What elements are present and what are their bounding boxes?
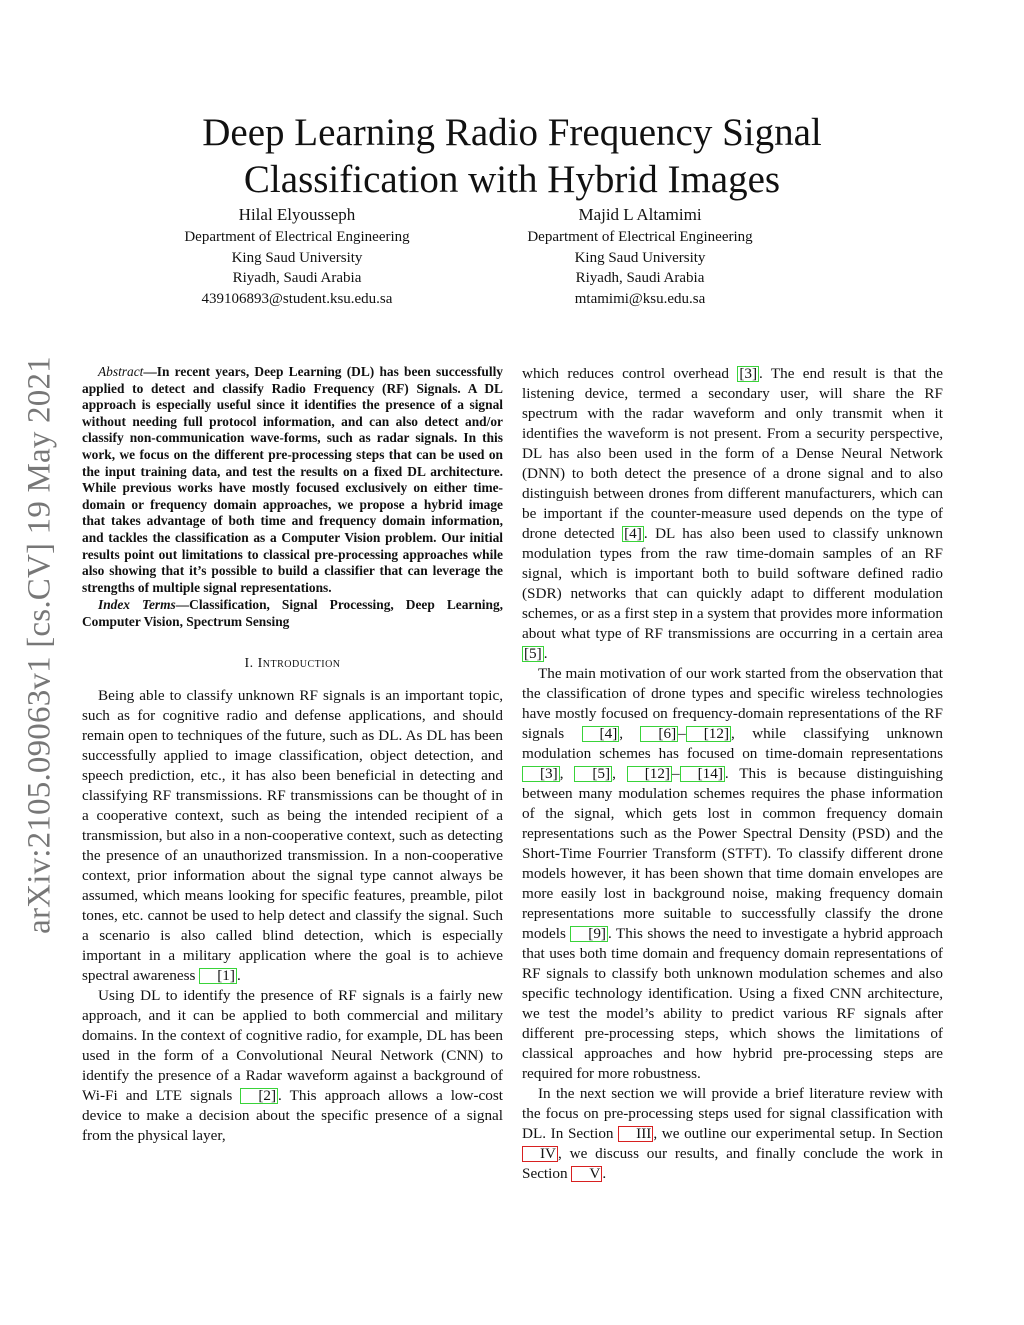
intro-paragraph-4: In the next section we will provide a brief literature review with the focus on pre-processing steps used for signal classification with DL. In Section III , we outline our experimental setup. In Section IV , we discuss our results, and finally conclude the work in Section V . <box>522 1085 943 1182</box>
intro-paragraph-2-continued: which reduces control overhead [3] . The end result is that the listening device, termed a secondary user, will share the RF spectrum with the radar waveform and only transmit when it identifies the waveform is not present. From a security perspective, DL has also been used in the form of a Dense Neural Network (DNN) to both detect the presence of a drone signal and to also distinguish between drones from different manufacturers, which can be important if the counter-measure used depends on the type of drone detected [4] . DL has also been used to classify unknown modulation types from the raw time-domain samples of an RF signal, which is important both to build software defined radio (SDR) networks that can quickly adapt to different modulation schemes, or as a first step in a system that provides more information about what type of RF transmissions are occurring in a certain area [5] . <box>522 365 943 662</box>
author-email[interactable]: mtamimi@ksu.edu.sa <box>574 290 706 307</box>
abstract-text: —In recent years, Deep Learning (DL) has been successfully applied to detect and classify Radio Frequency (RF) Signals. A DL approach is especially useful since it identifies the presence of a signal without needing full protocol information, and can also detect and/or classify non-communication wave-forms, such as radar signals. In this work, we focus on the different pre-processing steps that can be used on the input training data, and test the results on a fixed DL architecture. While previous works have mostly focused exclusively on either time-domain or frequency domain approaches, we propose a hybrid image that takes advantage of both time and frequency domain information, and tackles the classification as a Computer Vision problem. Our initial results point out limitations to classical pre-processing approaches while also showing that it’s possible to build a classifier that can leverage the strengths of multiple signal representations. <box>82 364 503 595</box>
index-terms-label: Index Terms <box>98 597 176 613</box>
citation-link[interactable]: [14] <box>680 766 725 782</box>
section-link[interactable]: IV <box>522 1146 558 1162</box>
left-column <box>82 364 503 1146</box>
intro-paragraph-3: The main motivation of our work started from the observation that the classification of drone types and specific wireless technologies have mostly focused on frequency-domain representations of the RF signals [4] , [6] – [12] , while classifying unknown modulation schemes has focused on time-domain representations [3] , [5] , [12] – [14] . This is because distinguishing between many modulation schemes requires the phase information of the signal, which gets lost in common frequency domain representations such as the Power Spectral Density (PSD) and the Short-Time Fourrier Transform (STFT). To classify different drone models however, it has been shown that time domain envelopes are more easily lost in background noise, making frequency domain representations more suitable to successfully classify the drone models [9] . This shows the need to investigate a hybrid approach that uses both time domain and frequency domain representations of RF signals to classify both unknown modulation schemes and also specific technology identification. Using a fixed CNN architecture, we test the model’s ability to predict various RF signals after different pre-processing steps, which shows the limitations of classical approaches and how hybrid pre-processing steps are required for more robustness. <box>522 665 943 1082</box>
author-location: Riyadh, Saudi Arabia <box>575 270 705 286</box>
author-block-2 <box>480 203 800 309</box>
title-line-1: Deep Learning Radio Frequency Signal <box>202 111 822 155</box>
citation-link[interactable]: [9] <box>570 926 608 942</box>
author-email[interactable]: 439106893@student.ksu.edu.sa <box>201 290 393 307</box>
citation-link[interactable]: [2] <box>240 1088 278 1104</box>
citation-link[interactable]: [4] <box>582 726 620 742</box>
author-block-1 <box>137 203 457 309</box>
citation-link[interactable]: [12] <box>627 766 672 782</box>
citation-link[interactable]: [1] <box>199 968 237 984</box>
author-name: Hilal Elyousseph <box>238 205 356 224</box>
arxiv-identifier[interactable]: arXiv:2105.09063v1 [cs.CV] 19 May 2021 <box>21 356 58 934</box>
author-university: King Saud University <box>574 249 706 266</box>
intro-paragraph-2: Using DL to identify the presence of RF signals is a fairly new approach, and it can be applied to both commercial and military domains. In the context of cognitive radio, for example, DL has been used in the form of a Convolutional Neural Network (CNN) to identify the presence of a Radar waveform against a background of Wi-Fi and LTE signals [2] . This approach allows a low-cost device to make a decision about the specific presence of a signal from the physical layer, <box>82 986 504 1144</box>
abstract <box>82 364 503 596</box>
right-column <box>522 364 943 1184</box>
citation-link[interactable]: [4] <box>624 525 642 542</box>
author-university: King Saud University <box>231 249 363 266</box>
index-terms-text: —Classification, Signal Processing, Deep Learning, Computer Vision, Spectrum Sensing <box>82 597 503 629</box>
abstract-label: Abstract <box>98 364 144 379</box>
section-link[interactable]: III <box>618 1126 653 1142</box>
citation-link[interactable]: [12] <box>686 726 731 742</box>
citation-link[interactable]: [6] <box>640 726 678 742</box>
citation-link[interactable]: [5] <box>574 766 612 782</box>
paper-title <box>120 109 904 203</box>
author-department: Department of Electrical Engineering <box>184 229 410 245</box>
section-link[interactable]: V <box>571 1166 602 1182</box>
citation-link[interactable]: [3] <box>739 365 758 382</box>
index-terms <box>82 597 503 630</box>
title-line-2: Classification with Hybrid Images <box>243 158 781 202</box>
intro-paragraph-1: Being able to classify unknown RF signals is an important topic, such as for cognitive radio and defense applications, and should remain open to techniques of the future, such as DL. As DL has been successfully applied to image classification, object detection, and speech prediction, etc., it has also been beneficial in detecting and classifying RF transmissions. RF transmissions can be thought of in a cooperative context, such as being the intended recipient of a transmission, but also in a non-cooperative context, such as detecting the presence of an unauthorized transmission. In a non-cooperative context, prior information about the signal type cannot always be assumed, which means looking for specific features, preamble, pilot tones, etc. cannot be used to help detect and classify the signal. Such a scenario is also called blind detection, which is especially important in a military application where the goal is to achieve spectral awareness [1] . <box>82 686 503 984</box>
author-name: Majid L Altamimi <box>578 205 702 224</box>
author-location: Riyadh, Saudi Arabia <box>232 270 362 286</box>
citation-link[interactable]: [3] <box>522 766 560 782</box>
citation-link[interactable]: [5] <box>524 645 542 662</box>
section-heading-introduction: I. Introduction <box>244 655 341 671</box>
author-department: Department of Electrical Engineering <box>527 229 753 245</box>
